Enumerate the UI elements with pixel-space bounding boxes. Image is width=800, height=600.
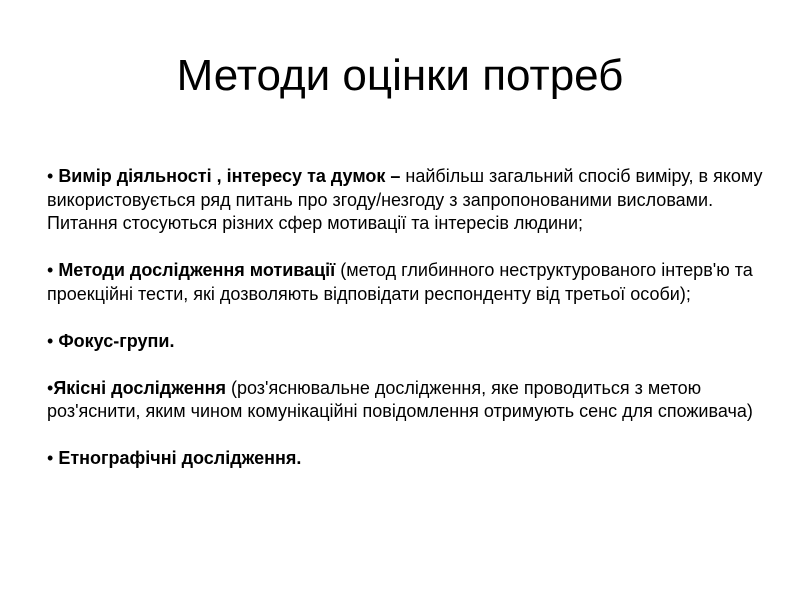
bullet-heading: Якісні дослідження — [53, 377, 226, 398]
bullet-text: (роз'яснювальне дослідження, яке проводиться з метою роз'яснити, яким чином комунікаційні повідомлення отримують сенс для споживача) — [47, 377, 753, 421]
bullet-marker: • — [47, 330, 59, 351]
bullet-list — [47, 165, 767, 471]
bullet-item-qualitative-research — [47, 377, 767, 424]
bullet-item-ethnographic-research — [47, 447, 767, 471]
bullet-heading: Етнографічні дослідження. — [58, 448, 302, 468]
slide-title: Методи оцінки потреб — [176, 51, 624, 100]
bullet-heading: Вимір діяльності , інтересу та думок – — [58, 166, 401, 186]
bullet-heading: Методи дослідження мотивації — [58, 260, 336, 280]
bullet-marker: • — [47, 260, 59, 280]
bullet-marker: • — [47, 377, 54, 398]
bullet-item-activity-measure — [47, 165, 767, 236]
bullet-item-motivation-research — [47, 259, 767, 306]
bullet-text: (метод глибинного неструктурованого інтерв'ю та проекційні тести, які дозволяють відповідати респонденту від третьої особи); — [47, 260, 753, 304]
bullet-heading: Фокус-групи. — [58, 330, 175, 351]
bullet-marker: • — [47, 448, 59, 468]
bullet-marker: • — [47, 166, 59, 186]
bullet-text: найбільш загальний спосіб виміру, в якому використовується ряд питань про згоду/незгоду з запропонованими висловами. Питання стосуються різних сфер мотивації та інтересів людини; — [47, 166, 763, 233]
bullet-item-focus-groups — [47, 330, 767, 354]
